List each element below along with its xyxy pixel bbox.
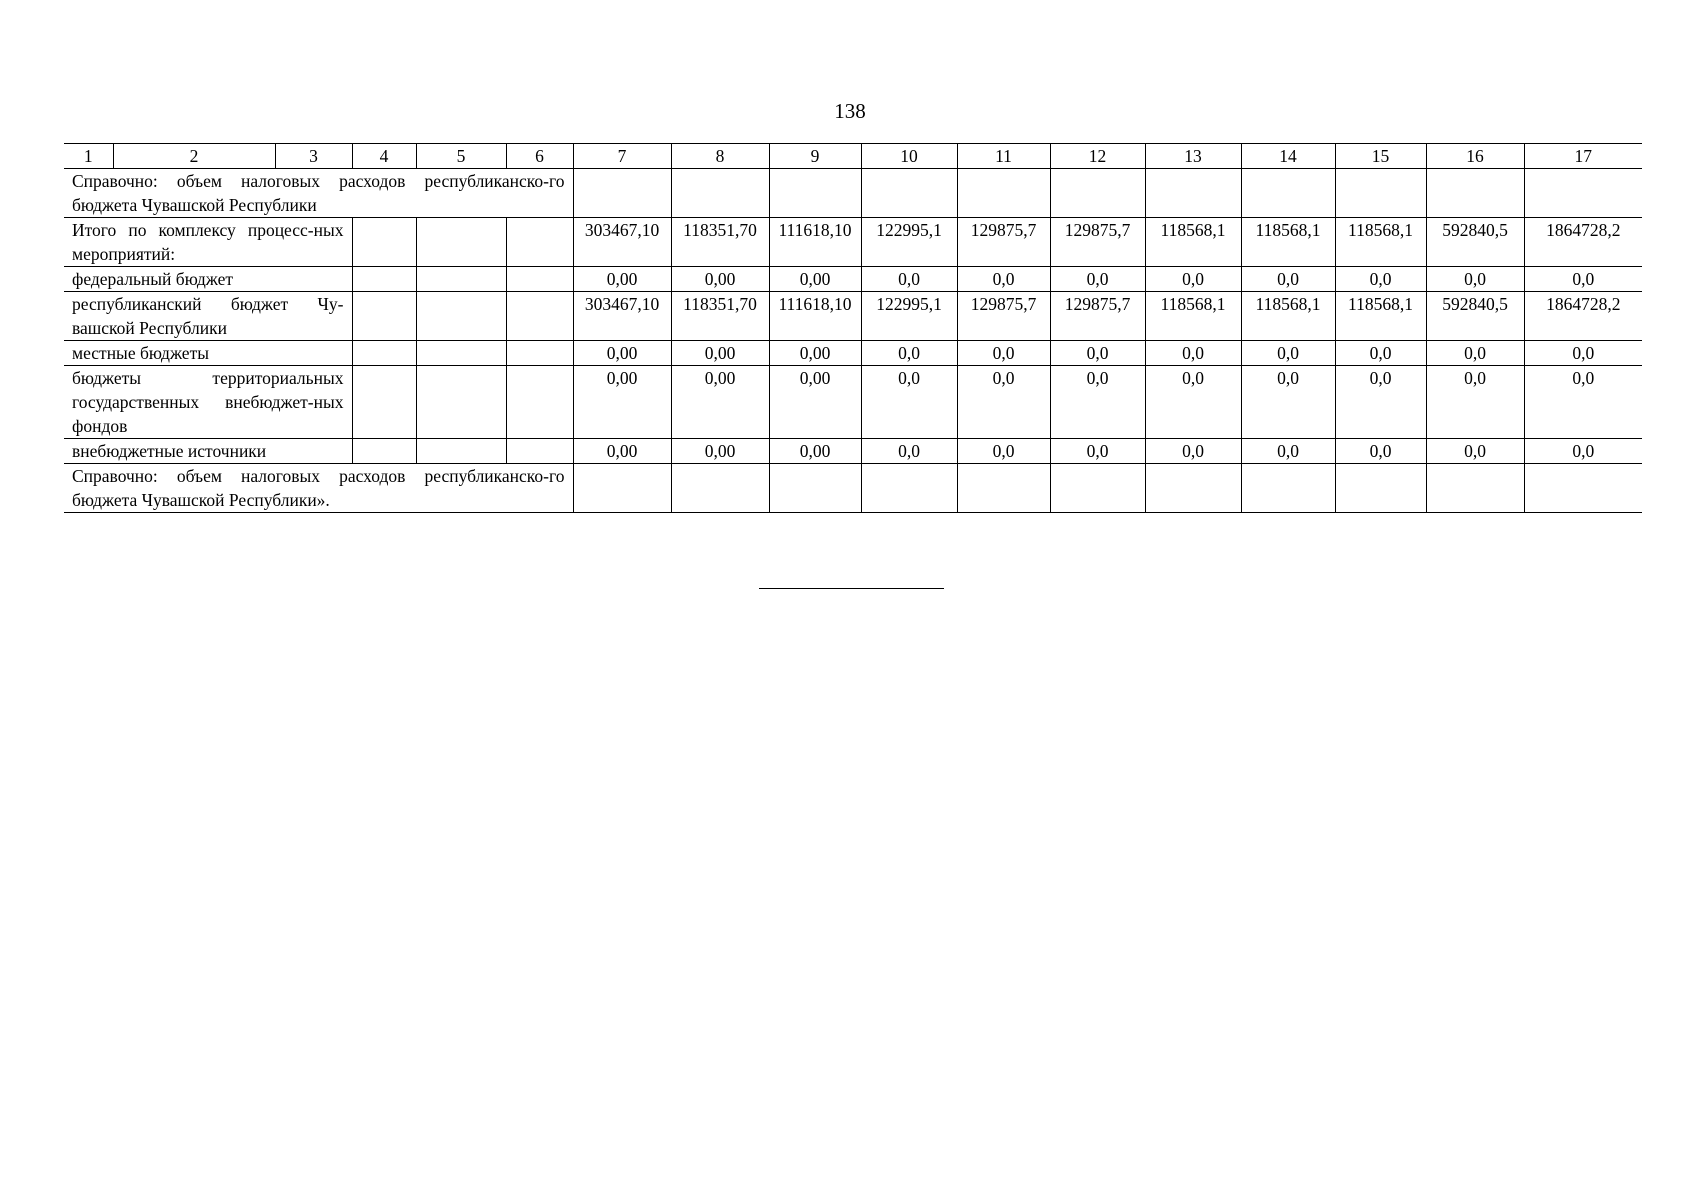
end-of-document-rule (759, 588, 944, 589)
empty-cell (352, 218, 416, 267)
column-number: 15 (1335, 144, 1426, 169)
empty-cell (352, 292, 416, 341)
value-cell (1335, 169, 1426, 218)
value-cell: 0,0 (1524, 366, 1642, 439)
row-label: Итого по комплексу процесс-ных мероприятий: (64, 218, 352, 267)
value-cell: 303467,10 (573, 218, 671, 267)
value-cell: 0,0 (1050, 439, 1145, 464)
value-cell: 0,0 (957, 341, 1050, 366)
value-cell: 0,0 (1145, 267, 1241, 292)
table-row (64, 267, 1642, 292)
value-cell: 0,0 (1241, 267, 1335, 292)
column-number: 2 (113, 144, 275, 169)
value-cell: 129875,7 (957, 292, 1050, 341)
table-row (64, 169, 1642, 218)
value-cell: 0,0 (1050, 267, 1145, 292)
value-cell (1050, 464, 1145, 513)
empty-cell (416, 267, 506, 292)
value-cell: 0,0 (1241, 366, 1335, 439)
value-cell: 592840,5 (1426, 292, 1524, 341)
value-cell: 0,0 (1241, 439, 1335, 464)
column-number: 13 (1145, 144, 1241, 169)
value-cell: 0,0 (1145, 341, 1241, 366)
value-cell: 129875,7 (1050, 218, 1145, 267)
empty-cell (506, 439, 573, 464)
value-cell (573, 169, 671, 218)
column-number: 16 (1426, 144, 1524, 169)
value-cell (769, 169, 861, 218)
table-row (64, 341, 1642, 366)
value-cell (1524, 464, 1642, 513)
row-label: внебюджетные источники (64, 439, 352, 464)
table-body (64, 144, 1642, 513)
value-cell (573, 464, 671, 513)
value-cell: 0,0 (1050, 366, 1145, 439)
empty-cell (416, 366, 506, 439)
value-cell: 118351,70 (671, 292, 769, 341)
value-cell: 0,0 (1145, 439, 1241, 464)
value-cell: 0,00 (671, 439, 769, 464)
column-number: 4 (352, 144, 416, 169)
table-row (64, 218, 1642, 267)
value-cell (1145, 169, 1241, 218)
value-cell: 0,0 (1335, 267, 1426, 292)
value-cell: 0,0 (957, 366, 1050, 439)
empty-cell (352, 267, 416, 292)
column-number: 7 (573, 144, 671, 169)
value-cell (671, 464, 769, 513)
value-cell (1241, 464, 1335, 513)
empty-cell (416, 292, 506, 341)
value-cell: 0,0 (1426, 439, 1524, 464)
value-cell: 0,0 (1426, 267, 1524, 292)
value-cell: 0,00 (573, 341, 671, 366)
row-label: федеральный бюджет (64, 267, 352, 292)
value-cell: 0,0 (861, 341, 957, 366)
value-cell: 0,00 (671, 341, 769, 366)
empty-cell (506, 341, 573, 366)
column-number: 3 (275, 144, 352, 169)
column-number: 1 (64, 144, 113, 169)
value-cell (1426, 169, 1524, 218)
value-cell: 118568,1 (1145, 292, 1241, 341)
value-cell (957, 169, 1050, 218)
value-cell: 122995,1 (861, 218, 957, 267)
value-cell: 0,0 (1524, 267, 1642, 292)
value-cell (769, 464, 861, 513)
column-number: 5 (416, 144, 506, 169)
value-cell: 0,0 (1050, 341, 1145, 366)
value-cell (861, 169, 957, 218)
value-cell: 0,0 (957, 439, 1050, 464)
value-cell (861, 464, 957, 513)
value-cell: 0,00 (573, 366, 671, 439)
column-number: 9 (769, 144, 861, 169)
column-number: 17 (1524, 144, 1642, 169)
row-label: бюджеты территориальных государственных внебюджет-ных фондов (64, 366, 352, 439)
value-cell: 0,00 (769, 341, 861, 366)
value-cell: 0,0 (1145, 366, 1241, 439)
empty-cell (506, 218, 573, 267)
value-cell: 592840,5 (1426, 218, 1524, 267)
column-number-row (64, 144, 1642, 169)
value-cell (1335, 464, 1426, 513)
table-row (64, 366, 1642, 439)
value-cell: 0,0 (1335, 439, 1426, 464)
table-row (64, 292, 1642, 341)
value-cell: 0,0 (1524, 341, 1642, 366)
value-cell: 122995,1 (861, 292, 957, 341)
value-cell (1524, 169, 1642, 218)
value-cell: 111618,10 (769, 292, 861, 341)
column-number: 6 (506, 144, 573, 169)
value-cell (957, 464, 1050, 513)
row-label: Справочно: объем налоговых расходов республиканско-го бюджета Чувашской Республики». (64, 464, 573, 513)
value-cell: 0,0 (1426, 341, 1524, 366)
value-cell: 0,0 (1426, 366, 1524, 439)
empty-cell (416, 439, 506, 464)
value-cell: 118568,1 (1145, 218, 1241, 267)
value-cell: 118568,1 (1241, 292, 1335, 341)
value-cell: 0,00 (671, 267, 769, 292)
value-cell: 118351,70 (671, 218, 769, 267)
value-cell (1241, 169, 1335, 218)
value-cell: 0,0 (1335, 341, 1426, 366)
column-number: 11 (957, 144, 1050, 169)
value-cell: 0,0 (861, 267, 957, 292)
value-cell: 0,0 (957, 267, 1050, 292)
empty-cell (352, 366, 416, 439)
value-cell: 303467,10 (573, 292, 671, 341)
value-cell (1050, 169, 1145, 218)
value-cell: 118568,1 (1335, 292, 1426, 341)
empty-cell (506, 267, 573, 292)
value-cell: 118568,1 (1335, 218, 1426, 267)
value-cell: 0,0 (861, 439, 957, 464)
table-row (64, 439, 1642, 464)
value-cell: 0,0 (1241, 341, 1335, 366)
value-cell: 0,00 (769, 366, 861, 439)
page-number: 138 (834, 99, 866, 123)
value-cell: 0,00 (671, 366, 769, 439)
column-number: 8 (671, 144, 769, 169)
empty-cell (416, 341, 506, 366)
value-cell: 0,0 (861, 366, 957, 439)
value-cell: 1864728,2 (1524, 218, 1642, 267)
value-cell: 0,0 (1524, 439, 1642, 464)
value-cell: 0,00 (573, 439, 671, 464)
column-number: 14 (1241, 144, 1335, 169)
empty-cell (352, 439, 416, 464)
row-label: местные бюджеты (64, 341, 352, 366)
empty-cell (506, 292, 573, 341)
value-cell: 118568,1 (1241, 218, 1335, 267)
value-cell: 0,00 (573, 267, 671, 292)
table-row (64, 464, 1642, 513)
empty-cell (416, 218, 506, 267)
value-cell: 0,0 (1335, 366, 1426, 439)
value-cell: 111618,10 (769, 218, 861, 267)
empty-cell (506, 366, 573, 439)
value-cell: 129875,7 (957, 218, 1050, 267)
value-cell (671, 169, 769, 218)
empty-cell (352, 341, 416, 366)
budget-table (64, 143, 1642, 513)
value-cell: 129875,7 (1050, 292, 1145, 341)
value-cell: 1864728,2 (1524, 292, 1642, 341)
column-number: 10 (861, 144, 957, 169)
value-cell: 0,00 (769, 267, 861, 292)
value-cell (1145, 464, 1241, 513)
row-label: Справочно: объем налоговых расходов республиканско-го бюджета Чувашской Республики (64, 169, 573, 218)
value-cell: 0,00 (769, 439, 861, 464)
value-cell (1426, 464, 1524, 513)
row-label: республиканский бюджет Чу-вашской Республики (64, 292, 352, 341)
column-number: 12 (1050, 144, 1145, 169)
